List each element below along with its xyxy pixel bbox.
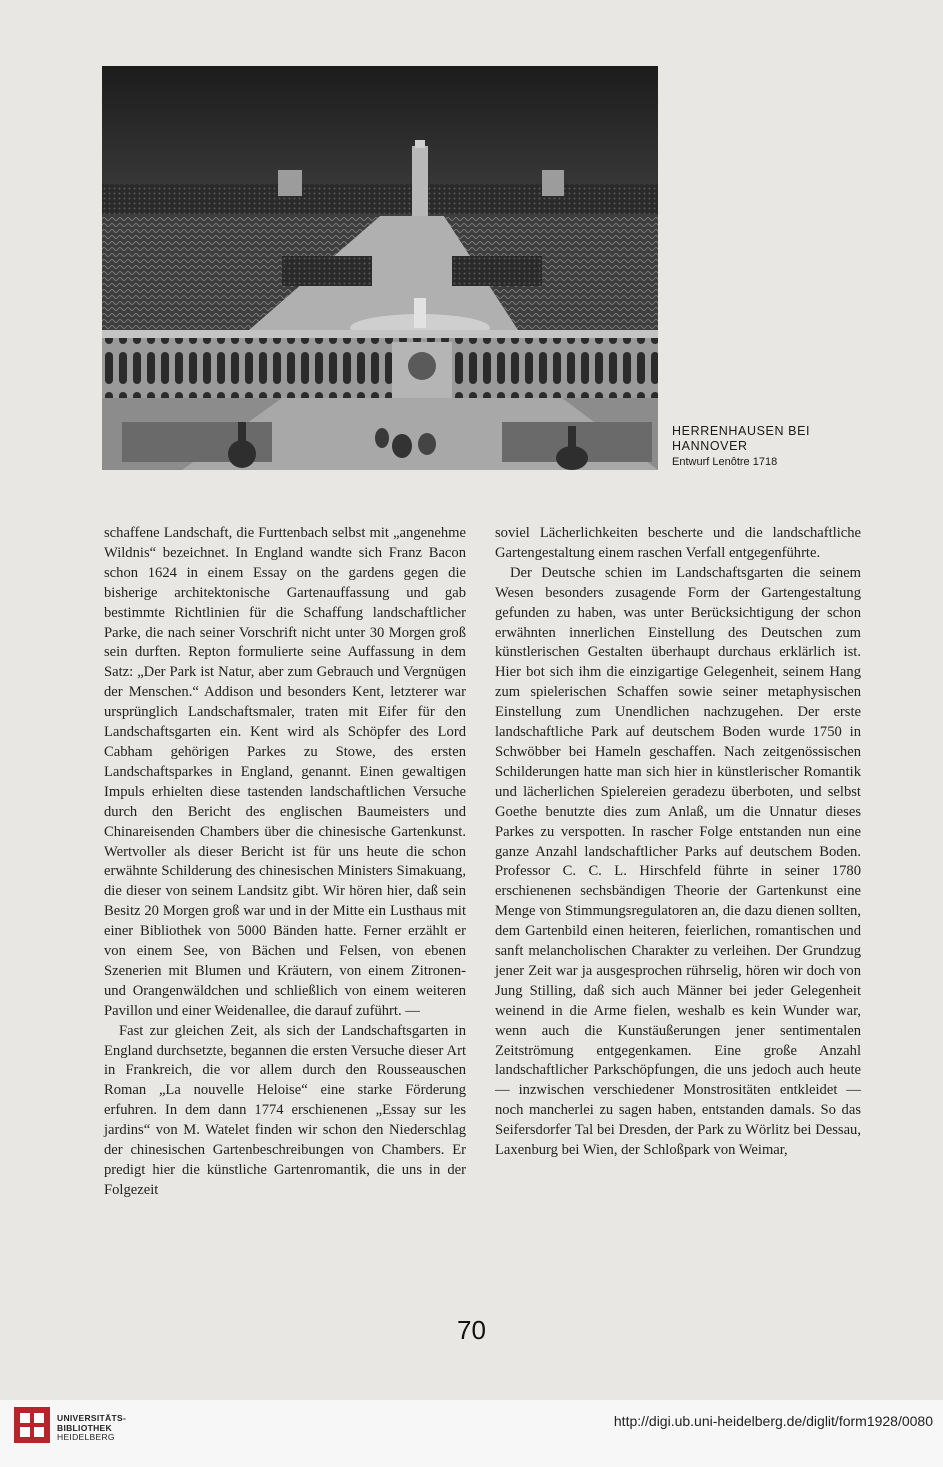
library-name-line2: BIBLIOTHEK <box>57 1422 112 1433</box>
left-paragraph-1: schaffene Landschaft, die Furttenbach selbst mit „angenehme Wildnis“ bezeichnet. In England wandte sich Franz Bacon schon 1624 in einem Essay on the gardens gegen die bisherige architektonische Gartenauffassung und gab bestimmte Richtlinien für die Schaffung landschaftlicher Parke, die nach seiner Vorschrift nicht unter 30 Morgen groß sein durften. Repton formulierte seine Auffassung in dem Satz: „Der Park ist Natur, aber zum Gebrauch und Vergnügen der Menschen.“ Addison und besonders Kent, letzterer war ursprünglich Landschaftsmaler, traten mit Eifer für den Landschaftsgarten ein. Kent wird als Schöpfer des Lord Cabham gehörigen Parkes zu Stowe, des ersten Landschaftsparkes in England, genannt. Einen gewaltigen Impuls erhielten diese tastenden landschaftlichen Versuche durch den Bericht des englischen Baumeisters und Chinareisenden Chambers über die chinesische Gartenkunst. Wertvoller als dieser Bericht ist für uns heute die schon erwähnte Schilderung des chinesischen Ministers Simakuang, die dieser von seinem Landsitz gibt. Wir hören hier, daß sein Besitz 20 Morgen groß war und in der Mitte ein Lusthaus mit einer Bibliothek von 5000 Bänden hatte. Ferner erzählt er von einem See, von Bächen und Felsen, von ebenen Szenerien mit Blumen und Kräutern, von einem Zitronen- und Orangenwäldchen und schließlich von einem weiteren Pavillon und einer Weidenallee, die darauf zuführt. — <box>104 525 466 1019</box>
right-text-column <box>495 524 861 1161</box>
library-logo-icon <box>12 1405 52 1445</box>
library-name-line1: UNIVERSITÄTS- <box>57 1413 127 1423</box>
digitization-footer <box>0 1400 943 1467</box>
left-text-column <box>104 524 466 1201</box>
library-name-line3: HEIDELBERG <box>57 1432 115 1442</box>
page-number: 70 <box>457 1315 486 1345</box>
garden-engraving-image <box>102 66 658 470</box>
caption-subtitle: Entwurf Lenôtre 1718 <box>672 456 778 468</box>
caption-title-line1: HERRENHAUSEN BEI <box>672 424 811 438</box>
source-url-link[interactable]: http://digi.ub.uni-heidelberg.de/diglit/form1928/0080 <box>613 1413 933 1429</box>
left-paragraph-2: Fast zur gleichen Zeit, als sich der Landschaftsgarten in England durchsetzte, begannen die ersten Versuche dieser Art in Frankreich, die vor allem durch den Rousseauschen Roman „La nouvelle Heloise“ eine starke Förderung erfuhren. In dem dann 1774 erschienenen „Essay sur les jardins“ von M. Watelet finden wir schon den Niederschlag der chinesischen Gartenbeschreibungen von Chambers. Er predigt hier die künstliche Gartenromantik, die uns in der Folgezeit <box>104 1022 466 1198</box>
right-paragraph-1: soviel Lächerlichkeiten bescherte und die landschaftliche Gartengestaltung einem raschen Verfall entgegenführte. <box>495 525 861 561</box>
right-paragraph-2: Der Deutsche schien im Landschaftsgarten die seinem Wesen besonders zusagende Form der Gartengestaltung gefunden zu haben, was unter Berücksichtigung der schon erwähnten innerlichen Einstellung des Deutschen zum künstlerischen Gestalten überhaupt durchaus erklärlich ist. Hier bot sich ihm die einzigartige Gelegenheit, seinem Hang zum spielerischen Schaffen sowie seiner metaphysischen Einstellung zum Unendlichen nachzugehen. Der erste landschaftliche Park auf deutschem Boden wurde 1750 in Schwöbber bei Hameln geschaffen. Nach zeitgenössischen Schilderungen hatte man sich hier in künstlerischer Romantik und lächerlichen Spielereien geradezu überboten, und selbst Goethe benutzte dies zum Anlaß, um die Unnatur dieses Parkes zu verspotten. In rascher Folge entstanden nun eine ganze Anzahl landschaftlicher Parks auf deutschem Boden. Professor C. C. L. Hirschfeld führte in seiner 1780 erschienenen sechsbändigen Theorie der Gartenkunst eine Menge von Stimmungsregulatoren an, die dazu dienen sollten, dem Gartenbild einen heiteren, feierlichen, romantischen und sanft melancholischen Charakter zu verleihen. Der Grundzug jener Zeit war ja ausgesprochen rührselig, hören wir doch von Jung Stilling, daß sich auch Männer bei jeder Gelegenheit weinend in die Arme fielen, weshalb es kein Wunder war, wenn auch die Kunstäußerungen jener sentimentalen Zeitströmung entgegenkamen. Eine große Anzahl landschaftlicher Parkschöpfungen, die uns jedoch auch heute — inzwischen verschiedener Monstrositäten entkleidet — noch mancherlei zu sagen haben, entstanden damals. So das Seifersdorfer Tal bei Dresden, der Park zu Wörlitz bei Dessau, Laxenburg bei Wien, der Schloßpark von Weimar, <box>495 564 861 1159</box>
figure-caption <box>672 424 922 470</box>
library-name <box>57 1414 126 1443</box>
caption-title-line2: HANNOVER <box>672 439 748 453</box>
